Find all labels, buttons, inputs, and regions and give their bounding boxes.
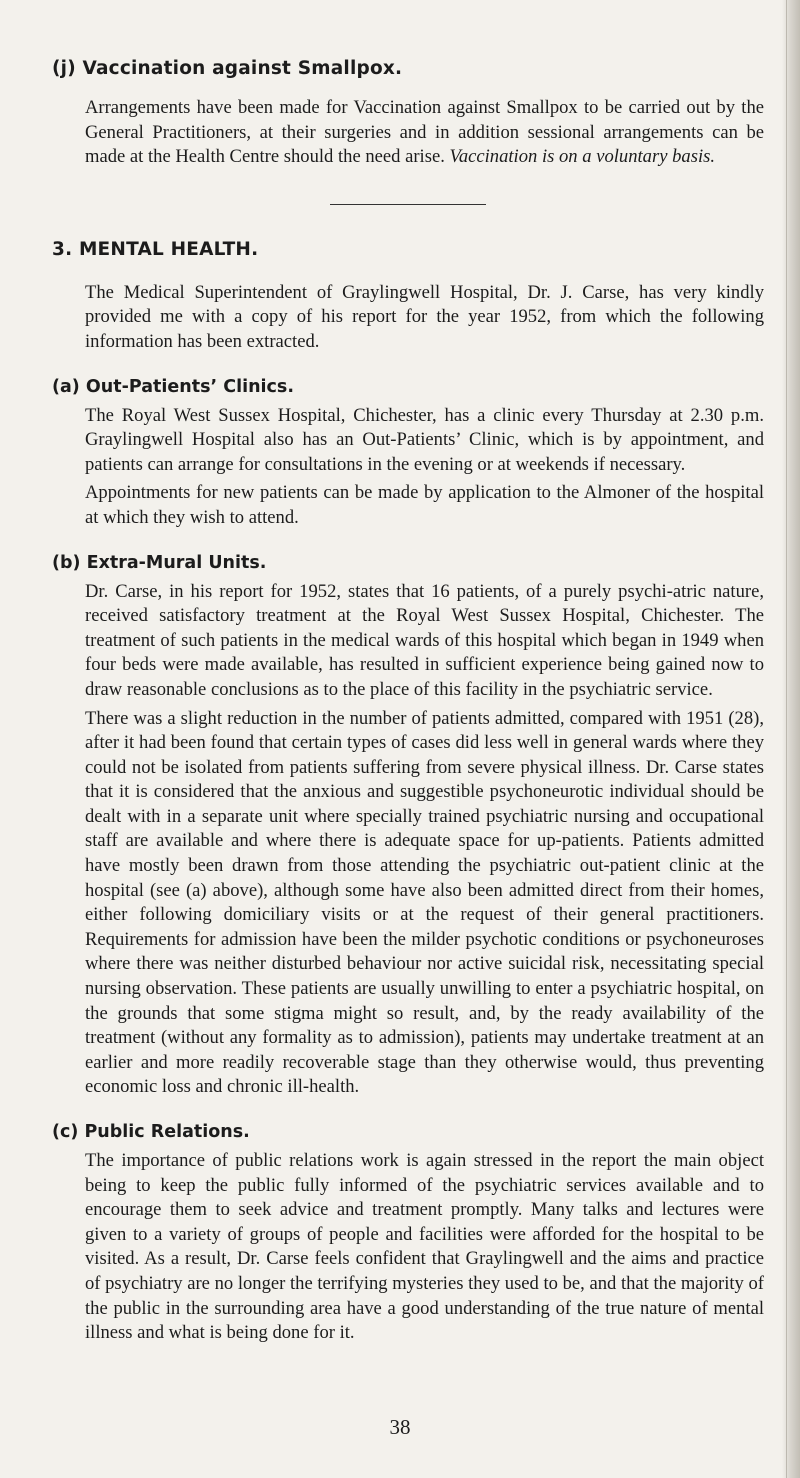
out-patients-paragraph-1: The Royal West Sussex Hospital, Chichester, has a clinic every Thursday at 2.30 p.m. Graylingwell Hospital also has an Out-Patients’ Clinic, which is by appointment, and patients can arrange for consultations in the evening or at weekends if necessary. bbox=[85, 404, 764, 475]
extra-mural-paragraph-1: Dr. Carse, in his report for 1952, states that 16 patients, of a purely psychi-atric nature, received satisfactory treatment at the Royal West Sussex Hospital, Chichester. The treatment of such patients in the medical wards of this hospital which began in 1949 when four beds were made available, has resulted in sufficient experience being gained now to draw reasonable conclusions as to the place of this facility in the psychiatric service. bbox=[85, 580, 764, 700]
out-patients-subsection bbox=[52, 375, 764, 531]
mental-health-intro-block bbox=[52, 281, 764, 355]
vaccination-voluntary-note: Vaccination is on a voluntary basis. bbox=[449, 146, 715, 168]
public-relations-subsection bbox=[52, 1120, 764, 1346]
vaccination-section bbox=[52, 56, 764, 205]
section-divider bbox=[330, 204, 486, 205]
out-patients-heading: (a) Out-Patients’ Clinics. bbox=[52, 376, 294, 397]
page-number: 38 bbox=[389, 1415, 411, 1439]
extra-mural-subsection bbox=[52, 551, 764, 1100]
mental-health-intro: The Medical Superintendent of Graylingwell Hospital, Dr. J. Carse, has very kindly provided me with a copy of his report for the year 1952, from which the following information has been extracted. bbox=[85, 281, 764, 352]
extra-mural-body bbox=[52, 580, 764, 1100]
binding-edge-line bbox=[786, 0, 787, 1478]
mental-health-section bbox=[52, 237, 764, 1346]
extra-mural-paragraph-2: There was a slight reduction in the number of patients admitted, compared with 1951 (28), after it had been found that certain types of cases did less well in general wards where they could not be isolated from patients suffering from severe physical illness. Dr. Carse states that it is considered that the anxious and suggestible psychoneurotic individual should be dealt with in a separate unit where specially trained psychiatric nursing and occupational staff are available and where there is adequate space for up-patients. Patients admitted have mostly been drawn from those attending the psychiatric out-patient clinic at the hospital (see (a) above), although some have also been admitted direct from their homes, either following domiciliary visits or at the request of their general practitioners. Requirements for admission have been the milder psychotic conditions or psychoneuroses where there was neither disturbed behaviour nor active suicidal risk, necessitating special nursing observation. These patients are usually unwilling to enter a psychiatric hospital, on the grounds that some stigma might so result, and, by the ready availability of the treatment (without any formality as to admission), patients may undertake treatment at an earlier and more readily recoverable stage than they otherwise would, thus preventing economic loss and chronic ill-health. bbox=[85, 707, 764, 1098]
public-relations-paragraph: The importance of public relations work is again stressed in the report the main object being to keep the public fully informed of the psychiatric services available and to encourage them to seek advice and treatment promptly. Many talks and lectures were given to a variety of groups of people and facilities were afforded for the hospital to be visited. As a result, Dr. Carse feels confident that Graylingwell and the aims and practice of psychiatry are no longer the terrifying mysteries they used to be, and that the majority of the public in the surrounding area have a good understanding of the true nature of mental illness and what is being done for it. bbox=[85, 1150, 764, 1344]
mental-health-heading: 3. MENTAL HEALTH. bbox=[52, 238, 259, 260]
public-relations-body bbox=[52, 1149, 764, 1346]
vaccination-body bbox=[52, 96, 764, 170]
vaccination-text: Arrangements have been made for Vaccination against Smallpox to be carried out by the General Practitioners, at their surgeries and in addition sessional arrangements can be made at the Health Centre should the need arise. bbox=[85, 97, 764, 168]
vaccination-paragraph bbox=[85, 96, 764, 170]
vaccination-heading: (j) Vaccination against Smallpox. bbox=[52, 58, 403, 79]
public-relations-heading: (c) Public Relations. bbox=[52, 1122, 250, 1142]
out-patients-paragraph-2: Appointments for new patients can be made by application to the Almoner of the hospital at which they wish to attend. bbox=[85, 482, 764, 528]
extra-mural-heading: (b) Extra-Mural Units. bbox=[52, 552, 267, 573]
out-patients-body bbox=[52, 404, 764, 531]
page-edge-shadow bbox=[782, 0, 800, 1478]
page-content bbox=[52, 56, 764, 1346]
